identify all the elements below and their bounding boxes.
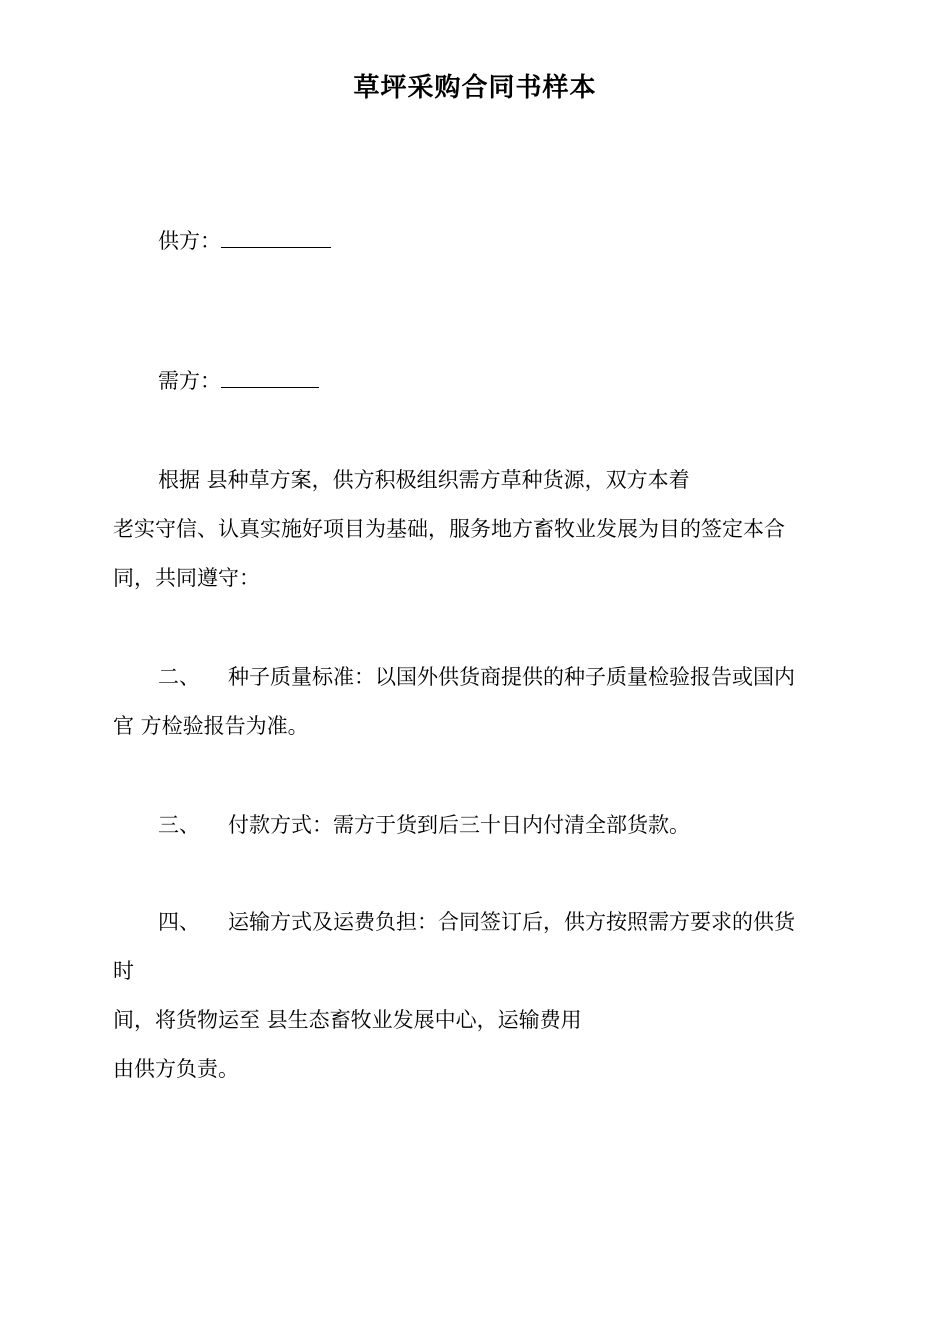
clause-4-line-2: 时 bbox=[113, 959, 134, 983]
clause-3-line-1 bbox=[158, 810, 690, 840]
buyer-line bbox=[158, 366, 319, 396]
clause-4-text: 运输方式及运费负担：合同签订后，供方按照需方要求的供货 bbox=[228, 910, 795, 934]
clause-4-line-4: 由供方负责。 bbox=[113, 1057, 239, 1081]
clause-2-text: 种子质量标准：以国外供货商提供的种子质量检验报告或国内 bbox=[228, 665, 795, 689]
clause-4-line-1 bbox=[158, 907, 795, 937]
buyer-blank bbox=[221, 367, 319, 388]
clause-3-number: 三、 bbox=[158, 813, 200, 837]
supplier-line bbox=[158, 226, 331, 256]
clause-2-number: 二、 bbox=[158, 665, 200, 689]
supplier-label: 供方： bbox=[158, 229, 221, 253]
intro-line-2: 老实守信、认真实施好项目为基础，服务地方畜牧业发展为目的签定本合 bbox=[113, 517, 785, 541]
clause-4-line-3: 间，将货物运至 县生态畜牧业发展中心，运输费用 bbox=[113, 1008, 582, 1032]
intro-line-3: 同，共同遵守： bbox=[113, 566, 260, 590]
clause-4-number: 四、 bbox=[158, 910, 200, 934]
clause-2-line-2: 官 方检验报告为准。 bbox=[113, 714, 309, 738]
buyer-label: 需方： bbox=[158, 369, 221, 393]
supplier-blank bbox=[221, 227, 331, 248]
clause-2-line-1 bbox=[158, 662, 795, 692]
intro-line-1: 根据 县种草方案，供方积极组织需方草种货源，双方本着 bbox=[158, 468, 690, 492]
document-title: 草坪采购合同书样本 bbox=[353, 73, 597, 103]
clause-3-text: 付款方式：需方于货到后三十日内付清全部货款。 bbox=[228, 813, 690, 837]
